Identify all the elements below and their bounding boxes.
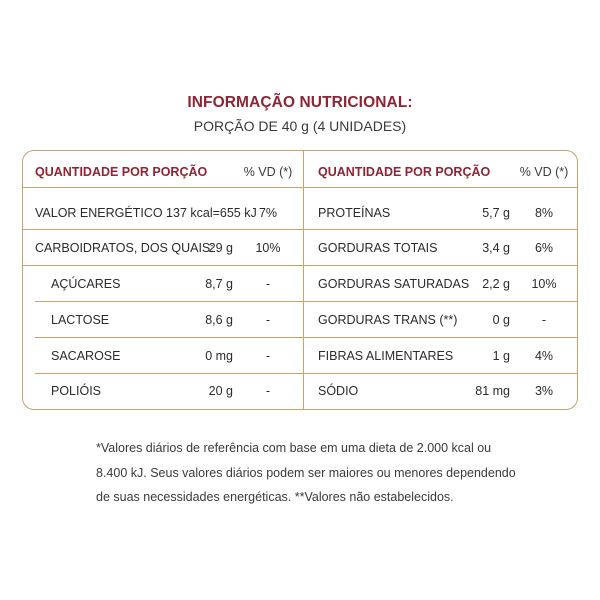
nutrient-amount: 29 g (208, 241, 233, 255)
nutrient-name: CARBOIDRATOS, DOS QUAIS: (35, 241, 214, 255)
nutrient-vd: 8% (534, 206, 554, 220)
row-rule (304, 301, 578, 302)
row-rule (304, 229, 578, 230)
nutrient-amount: 0 mg (205, 349, 233, 363)
nutrient-vd: 10% (531, 277, 557, 291)
row-rule (23, 229, 303, 230)
nutrient-name: SÓDIO (318, 384, 359, 398)
nutrient-name: GORDURAS SATURADAS (318, 277, 470, 291)
footnote-line: de suas necessidades energéticas. **Valores não estabelecidos. (96, 490, 454, 504)
nutrient-name: FIBRAS ALIMENTARES (318, 349, 454, 363)
header-rule (23, 187, 303, 188)
header-vd-label: % VD (*) (243, 165, 293, 179)
nutrient-amount: 0 g (492, 313, 510, 327)
nutrient-name: PROTEÍNAS (318, 206, 391, 220)
nutrient-amount: 2,2 g (482, 277, 510, 291)
row-rule (304, 337, 578, 338)
nutrient-amount: 20 g (208, 384, 233, 398)
nutrient-vd: - (265, 277, 271, 291)
footnote-line: 8.400 kJ. Seus valores diários podem ser maiores ou menores dependendo (96, 465, 516, 480)
header-vd-label: % VD (*) (519, 165, 569, 179)
footnote (96, 436, 516, 510)
row-rule (35, 337, 303, 338)
header-rule (304, 187, 578, 188)
nutrition-table-right (304, 151, 578, 409)
header-quantity-label: QUANTIDADE POR PORÇÃO (318, 165, 491, 179)
nutrient-vd: - (265, 313, 271, 327)
nutrient-vd: - (265, 384, 271, 398)
nutrient-name: LACTOSE (51, 313, 110, 327)
row-rule (35, 373, 303, 374)
row-rule (23, 265, 303, 266)
nutrient-name: AÇÚCARES (51, 277, 121, 291)
nutrient-vd: 3% (534, 384, 554, 398)
row-rule (304, 373, 578, 374)
serving-size-subtitle: PORÇÃO DE 40 g (4 UNIDADES) (193, 118, 407, 134)
footnote-line: *Valores diários de referência com base em uma dieta de 2.000 kcal ou (96, 441, 492, 455)
nutrient-name: SACAROSE (51, 349, 121, 363)
nutrient-amount: 8,6 g (205, 313, 233, 327)
nutrient-name: GORDURAS TOTAIS (318, 241, 438, 255)
nutrient-vd: - (265, 349, 271, 363)
nutrient-vd: 7% (258, 206, 278, 220)
nutrient-vd: 4% (534, 349, 554, 363)
header-quantity-label: QUANTIDADE POR PORÇÃO (35, 165, 208, 179)
nutrition-table-left (23, 151, 303, 409)
row-rule (304, 265, 578, 266)
nutrition-title: INFORMAÇÃO NUTRICIONAL: (187, 94, 413, 111)
nutrient-name: GORDURAS TRANS (**) (318, 313, 458, 327)
row-rule (35, 301, 303, 302)
nutrient-name: VALOR ENERGÉTICO 137 kcal=655 kJ (35, 206, 257, 220)
nutrient-amount: 5,7 g (482, 206, 510, 220)
nutrient-amount: 8,7 g (205, 277, 233, 291)
nutrient-vd: - (541, 313, 547, 327)
nutrient-vd: 6% (534, 241, 554, 255)
nutrient-amount: 1 g (492, 349, 510, 363)
nutrient-amount: 3,4 g (482, 241, 510, 255)
nutrient-name: POLIÓIS (51, 384, 102, 398)
nutrition-table (22, 150, 578, 410)
nutrient-amount: 81 mg (475, 384, 510, 398)
nutrient-vd: 10% (255, 241, 281, 255)
